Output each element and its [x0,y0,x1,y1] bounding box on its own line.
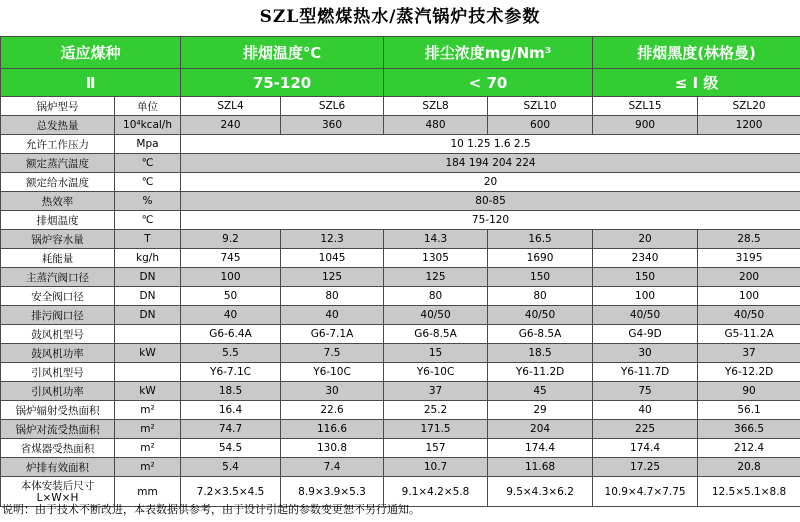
merged-value-cell: 80-85 [181,192,800,211]
row-unit: Mpa [115,135,181,154]
value-cell: 18.5 [181,382,281,401]
row-unit: 10⁴kcal/h [115,116,181,135]
dimensions-label-line2: L×W×H [36,491,79,504]
value-cell: 366.5 [698,420,800,439]
value-cell: 37 [698,344,800,363]
value-cell: 45 [488,382,593,401]
value-cell: 11.68 [488,458,593,477]
value-cell: G6-6.4A [181,325,281,344]
value-cell: 80 [281,287,384,306]
value-cell: Y6-11.7D [593,363,698,382]
model-cell: SZL15 [593,97,698,116]
table-row [1,306,800,325]
value-cell: 30 [281,382,384,401]
value-cell: Y6-10C [384,363,488,382]
value-cell: 28.5 [698,230,800,249]
row-label: 安全阀口径 [1,287,115,306]
value-cell: Y6-12.2D [698,363,800,382]
value-cell: 480 [384,116,488,135]
value-cell: 16.5 [488,230,593,249]
value-cell: 212.4 [698,439,800,458]
value-cell: 40/50 [488,306,593,325]
table-row [1,135,800,154]
model-cell: SZL6 [281,97,384,116]
table-row [1,420,800,439]
model-cell: SZL4 [181,97,281,116]
value-cell: 40/50 [384,306,488,325]
value-cell: 600 [488,116,593,135]
value-cell: 1200 [698,116,800,135]
value-cell: G4-9D [593,325,698,344]
row-unit [115,325,181,344]
value-cell: G6-7.1A [281,325,384,344]
dust-concentration-value: < 70 [384,69,593,97]
row-label: 排污阀口径 [1,306,115,325]
value-cell: 9.5×4.3×6.2 [488,477,593,507]
table-row [1,382,800,401]
row-label: 额定给水温度 [1,173,115,192]
row-unit: DN [115,287,181,306]
value-cell: 125 [281,268,384,287]
value-cell: 18.5 [488,344,593,363]
value-cell: 20.8 [698,458,800,477]
value-cell: 9.1×4.2×5.8 [384,477,488,507]
row-label: 鼓风机功率 [1,344,115,363]
table-row [1,363,800,382]
value-cell: 2340 [593,249,698,268]
row-unit: DN [115,268,181,287]
value-cell: 3195 [698,249,800,268]
value-cell: G6-8.5A [384,325,488,344]
value-cell: 40 [181,306,281,325]
row-label: 总发热量 [1,116,115,135]
value-cell: 130.8 [281,439,384,458]
value-cell: 174.4 [488,439,593,458]
row-label: 锅炉对流受热面积 [1,420,115,439]
value-cell: 40 [593,401,698,420]
value-cell: 22.6 [281,401,384,420]
value-cell: 8.9×3.9×5.3 [281,477,384,507]
merged-value-cell: 75-120 [181,211,800,230]
value-cell: 7.4 [281,458,384,477]
value-cell: 1305 [384,249,488,268]
value-cell: 40/50 [698,306,800,325]
value-cell: 745 [181,249,281,268]
header-value-row [1,69,800,97]
table-row [1,401,800,420]
row-unit: kg/h [115,249,181,268]
value-cell: 10.9×4.7×7.75 [593,477,698,507]
row-unit: kW [115,382,181,401]
row-unit: ℃ [115,154,181,173]
row-label: 省煤器受热面积 [1,439,115,458]
coal-type-value: Ⅱ [1,69,181,97]
row-unit: kW [115,344,181,363]
value-cell: 150 [488,268,593,287]
row-unit: m² [115,458,181,477]
value-cell: 14.3 [384,230,488,249]
row-label: 锅炉辐射受热面积 [1,401,115,420]
coal-type-header: 适应煤种 [1,37,181,69]
exhaust-temp-header: 排烟温度℃ [181,37,384,69]
value-cell: 157 [384,439,488,458]
value-cell: 900 [593,116,698,135]
value-cell: 17.25 [593,458,698,477]
row-label: 主蒸汽阀口径 [1,268,115,287]
smoke-blackness-header: 排烟黑度(林格曼) [593,37,800,69]
table-row [1,249,800,268]
value-cell: 5.4 [181,458,281,477]
row-unit: mm [115,477,181,507]
row-label: 鼓风机型号 [1,325,115,344]
row-label: 允许工作压力 [1,135,115,154]
table-row [1,344,800,363]
value-cell: 7.2×3.5×4.5 [181,477,281,507]
value-cell: 116.6 [281,420,384,439]
value-cell: 80 [384,287,488,306]
merged-value-cell: 184 194 204 224 [181,154,800,173]
dust-concentration-header: 排尘浓度mg/Nm³ [384,37,593,69]
table-row [1,192,800,211]
table-row [1,268,800,287]
value-cell: 10.7 [384,458,488,477]
table-row [1,154,800,173]
table-row [1,439,800,458]
row-unit: ℃ [115,211,181,230]
value-cell: 37 [384,382,488,401]
dimensions-label-line1: 本体安装后尺寸 [20,479,95,492]
merged-value-cell: 10 1.25 1.6 2.5 [181,135,800,154]
row-label: 额定蒸汽温度 [1,154,115,173]
value-cell: 80 [488,287,593,306]
table-row [1,116,800,135]
row-unit: m² [115,439,181,458]
table-row [1,211,800,230]
row-unit: % [115,192,181,211]
value-cell: 20 [593,230,698,249]
model-cell: SZL8 [384,97,488,116]
exhaust-temp-value: 75-120 [181,69,384,97]
value-cell: 75 [593,382,698,401]
value-cell: 204 [488,420,593,439]
value-cell: 15 [384,344,488,363]
value-cell: Y6-11.2D [488,363,593,382]
value-cell: 12.5×5.1×8.8 [698,477,800,507]
value-cell: Y6-7.1C [181,363,281,382]
value-cell: 100 [181,268,281,287]
value-cell: 1690 [488,249,593,268]
value-cell: 40 [281,306,384,325]
value-cell: 74.7 [181,420,281,439]
table-row [1,230,800,249]
table-row [1,325,800,344]
value-cell: 225 [593,420,698,439]
value-cell: 40/50 [593,306,698,325]
boiler-spec-table [0,36,800,507]
value-cell: 360 [281,116,384,135]
value-cell: 150 [593,268,698,287]
value-cell: 12.3 [281,230,384,249]
value-cell: 1045 [281,249,384,268]
row-unit [115,363,181,382]
table-row [1,173,800,192]
value-cell: 125 [384,268,488,287]
row-label: 炉排有效面积 [1,458,115,477]
value-cell: 240 [181,116,281,135]
value-cell: 29 [488,401,593,420]
table-row [1,287,800,306]
value-cell: 100 [593,287,698,306]
row-unit: DN [115,306,181,325]
row-unit: m² [115,401,181,420]
row-label: 排烟温度 [1,211,115,230]
row-unit: T [115,230,181,249]
row-label: 耗能量 [1,249,115,268]
model-cell: SZL20 [698,97,800,116]
value-cell: 9.2 [181,230,281,249]
value-cell: 56.1 [698,401,800,420]
footnote: 说明：由于技术不断改进，本表数据供参考，由于设计引起的参数变更恕不另行通知。 [2,503,420,516]
row-label: 热效率 [1,192,115,211]
value-cell: 30 [593,344,698,363]
merged-value-cell: 20 [181,173,800,192]
row-label: 引风机型号 [1,363,115,382]
header-label-row [1,37,800,69]
value-cell: 5.5 [181,344,281,363]
row-unit: m² [115,420,181,439]
page-title: SZL型燃煤热水/蒸汽锅炉技术参数 [259,7,541,27]
row-label: 锅炉容水量 [1,230,115,249]
value-cell: 171.5 [384,420,488,439]
row-label: 引风机功率 [1,382,115,401]
table-row [1,458,800,477]
value-cell: 90 [698,382,800,401]
row-unit: ℃ [115,173,181,192]
value-cell: 100 [698,287,800,306]
value-cell: 54.5 [181,439,281,458]
value-cell: 200 [698,268,800,287]
value-cell: 174.4 [593,439,698,458]
value-cell: 7.5 [281,344,384,363]
smoke-blackness-value: ≤ Ⅰ 级 [593,69,800,97]
value-cell: Y6-10C [281,363,384,382]
model-cell: SZL10 [488,97,593,116]
value-cell: 50 [181,287,281,306]
value-cell: 25.2 [384,401,488,420]
value-cell: G5-11.2A [698,325,800,344]
row-unit: 单位 [115,97,181,116]
value-cell: 16.4 [181,401,281,420]
model-row [1,97,800,116]
row-label: 锅炉型号 [1,97,115,116]
value-cell: G6-8.5A [488,325,593,344]
